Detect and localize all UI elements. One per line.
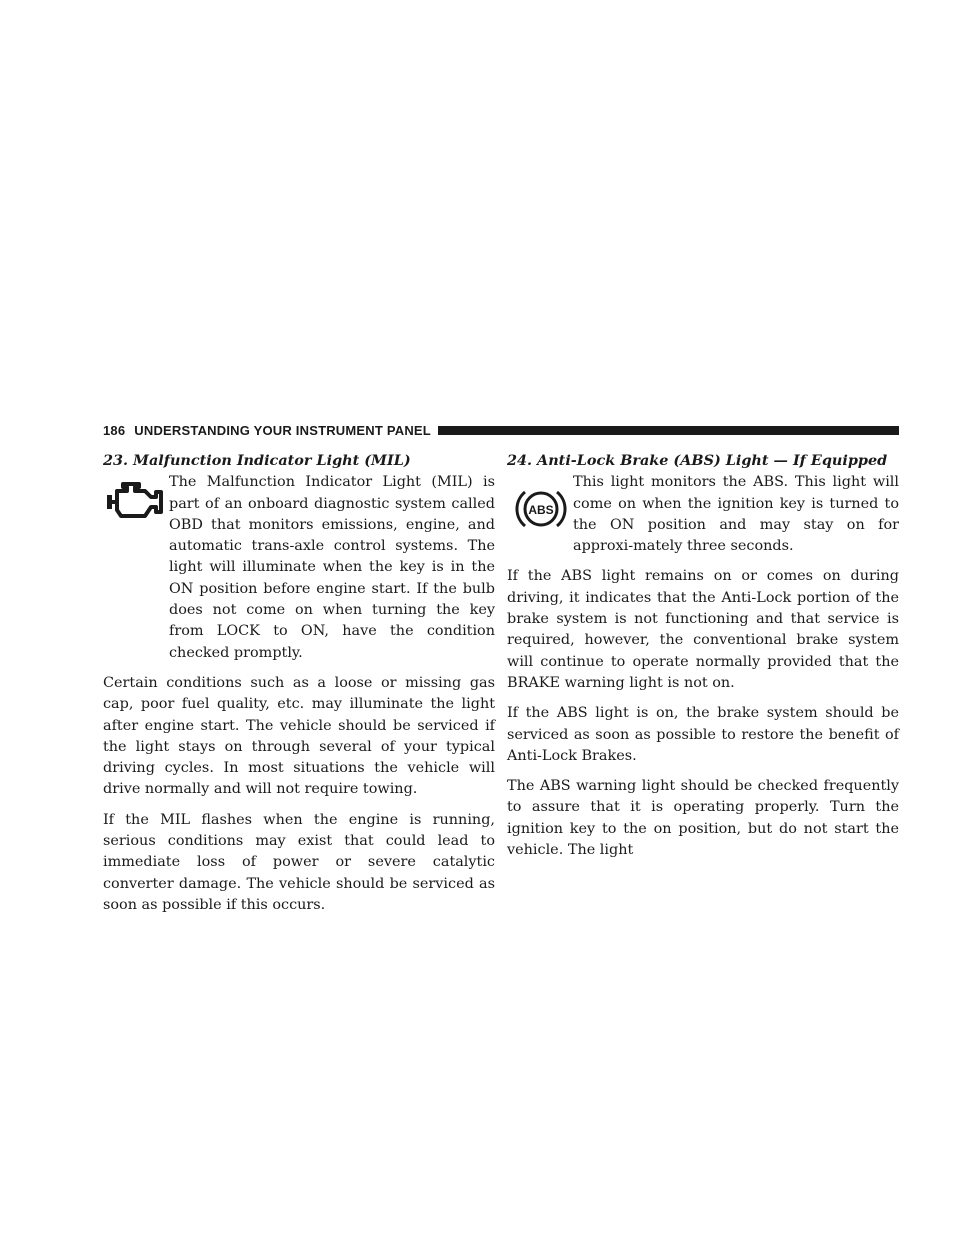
abs-paragraph-2: If the ABS light is on, the brake system should be serviced as soon as possible to restore the benefit of Anti-Lock Brakes. bbox=[507, 705, 899, 764]
mil-paragraph-2: If the MIL flashes when the engine is running, serious conditions may exist that could lead to immediate loss of power or severe catalytic converter damage. The vehicle should be serviced as soon as possible if this occurs. bbox=[103, 811, 495, 913]
abs-intro: This light monitors the ABS. This light will come on when the ignition key is turned to the ON position and may stay on for approxi-mately three seconds. bbox=[573, 474, 899, 555]
mil-paragraph-1: Certain conditions such as a loose or missing gas cap, poor fuel quality, etc. may illuminate the light after engine start. The vehicle should be serviced if the light stays on through several of your typical driving cycles. In most situations the vehicle will drive normally and will not require towing. bbox=[103, 674, 495, 798]
mil-intro-block bbox=[103, 472, 495, 664]
right-column bbox=[507, 450, 899, 870]
abs-paragraph-3: The ABS warning light should be checked frequently to assure that it is operating properly. Turn the ignition key to the on position, but do not start the vehicle. The light bbox=[507, 778, 899, 859]
abs-icon-text: ABS bbox=[528, 503, 554, 518]
left-column bbox=[103, 450, 495, 925]
engine-icon bbox=[103, 472, 169, 536]
mil-heading: 23. Malfunction Indicator Light (MIL) bbox=[103, 452, 411, 469]
abs-icon bbox=[507, 472, 573, 536]
abs-paragraph-1: If the ABS light remains on or comes on during driving, it indicates that the Anti-Lock portion of the brake system is not functioning and that service is required, however, the conventional brake system will continue to operate normally provided that the BRAKE warning light is not on. bbox=[507, 568, 899, 691]
page-header bbox=[103, 422, 899, 438]
section-title: UNDERSTANDING YOUR INSTRUMENT PANEL bbox=[134, 422, 431, 438]
mil-intro: The Malfunction Indicator Light (MIL) is part of an onboard diagnostic system called OBD that monitors emissions, engine, and automatic trans-axle control systems. The light will illuminate when the key is in the ON position before engine start. If the bulb does not come on when turning the key from LOCK to ON, have the condition checked promptly. bbox=[169, 474, 495, 661]
abs-intro-block bbox=[507, 472, 899, 557]
abs-heading: 24. Anti-Lock Brake (ABS) Light — If Equipped bbox=[507, 452, 888, 469]
header-rule bbox=[438, 426, 899, 435]
page-number: 186 bbox=[103, 422, 126, 438]
